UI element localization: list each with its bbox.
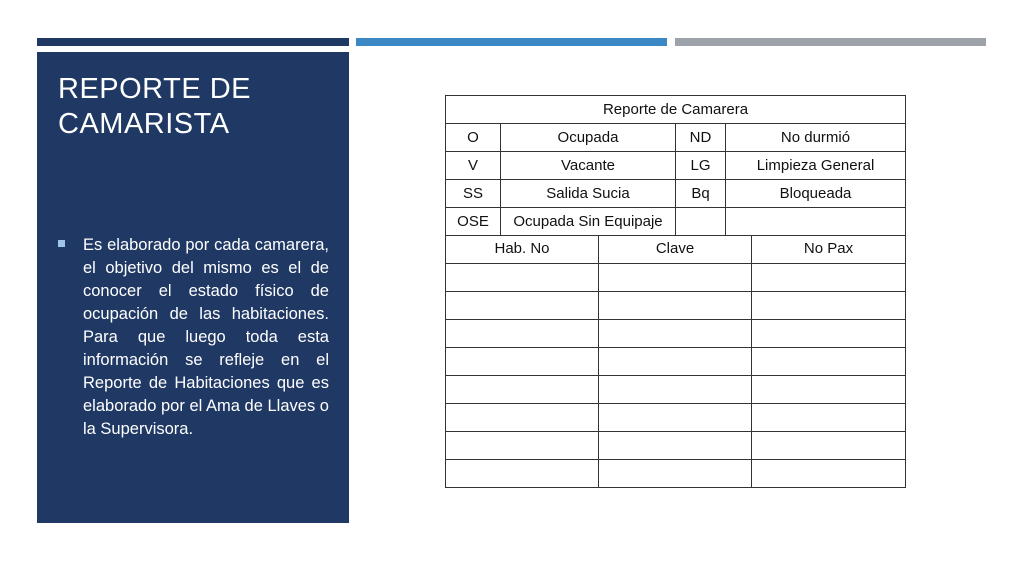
accent-bar-navy (37, 38, 349, 46)
room-log-row (446, 431, 906, 459)
bullet-text: Es elaborado por cada camarera, el objetivo del mismo es el de conocer el estado físico de ocupación de las habitaciones. Para que luego toda esta información se refleje en el Reporte de Habitaciones que es elaborado por el Ama de Llaves o la Supervisora. (83, 236, 329, 438)
header-room-number: Hab. No (446, 235, 599, 263)
guest-count-cell (752, 319, 906, 347)
code-cell (599, 347, 752, 375)
legend-code (676, 208, 726, 236)
room-number-cell (446, 431, 599, 459)
header-code: Clave (599, 235, 752, 263)
accent-bar-blue (356, 38, 667, 46)
guest-count-cell (752, 459, 906, 487)
legend-code: LG (676, 152, 726, 180)
code-cell (599, 319, 752, 347)
legend-meaning: Vacante (501, 152, 676, 180)
room-log-row (446, 319, 906, 347)
code-cell (599, 375, 752, 403)
room-log-row (446, 459, 906, 487)
room-number-cell (446, 375, 599, 403)
header-guest-count: No Pax (752, 235, 906, 263)
room-number-cell (446, 403, 599, 431)
guest-count-cell (752, 291, 906, 319)
square-bullet-icon (58, 240, 65, 247)
room-number-cell (446, 347, 599, 375)
room-number-cell (446, 459, 599, 487)
legend-meaning: Ocupada Sin Equipaje (501, 208, 676, 236)
room-number-cell (446, 263, 599, 291)
guest-count-cell (752, 431, 906, 459)
legend-title: Reporte de Camarera (446, 96, 906, 124)
code-cell (599, 291, 752, 319)
legend-meaning (726, 208, 906, 236)
legend-meaning: Bloqueada (726, 180, 906, 208)
room-log-header (446, 235, 906, 263)
legend-row (446, 180, 906, 208)
legend-meaning: Salida Sucia (501, 180, 676, 208)
legend-code: SS (446, 180, 501, 208)
legend-code: ND (676, 124, 726, 152)
code-cell (599, 431, 752, 459)
guest-count-cell (752, 375, 906, 403)
legend-row (446, 124, 906, 152)
room-number-cell (446, 319, 599, 347)
legend-meaning: Limpieza General (726, 152, 906, 180)
room-log-row (446, 403, 906, 431)
room-log-table (445, 235, 906, 488)
room-log-row (446, 291, 906, 319)
legend-meaning: No durmió (726, 124, 906, 152)
accent-bar-gray (675, 38, 986, 46)
room-number-cell (446, 291, 599, 319)
guest-count-cell (752, 347, 906, 375)
code-cell (599, 459, 752, 487)
room-log-row (446, 263, 906, 291)
code-cell (599, 403, 752, 431)
room-log-row (446, 375, 906, 403)
legend-code: OSE (446, 208, 501, 236)
side-panel (37, 52, 349, 523)
code-cell (599, 263, 752, 291)
legend-row (446, 208, 906, 236)
room-log-row (446, 347, 906, 375)
legend-code: O (446, 124, 501, 152)
legend-row (446, 152, 906, 180)
bullet-item (58, 234, 329, 441)
guest-count-cell (752, 403, 906, 431)
guest-count-cell (752, 263, 906, 291)
legend-code: V (446, 152, 501, 180)
legend-meaning: Ocupada (501, 124, 676, 152)
legend-code: Bq (676, 180, 726, 208)
slide-title: REPORTE DE CAMARISTA (58, 73, 252, 140)
legend-table (445, 95, 906, 236)
